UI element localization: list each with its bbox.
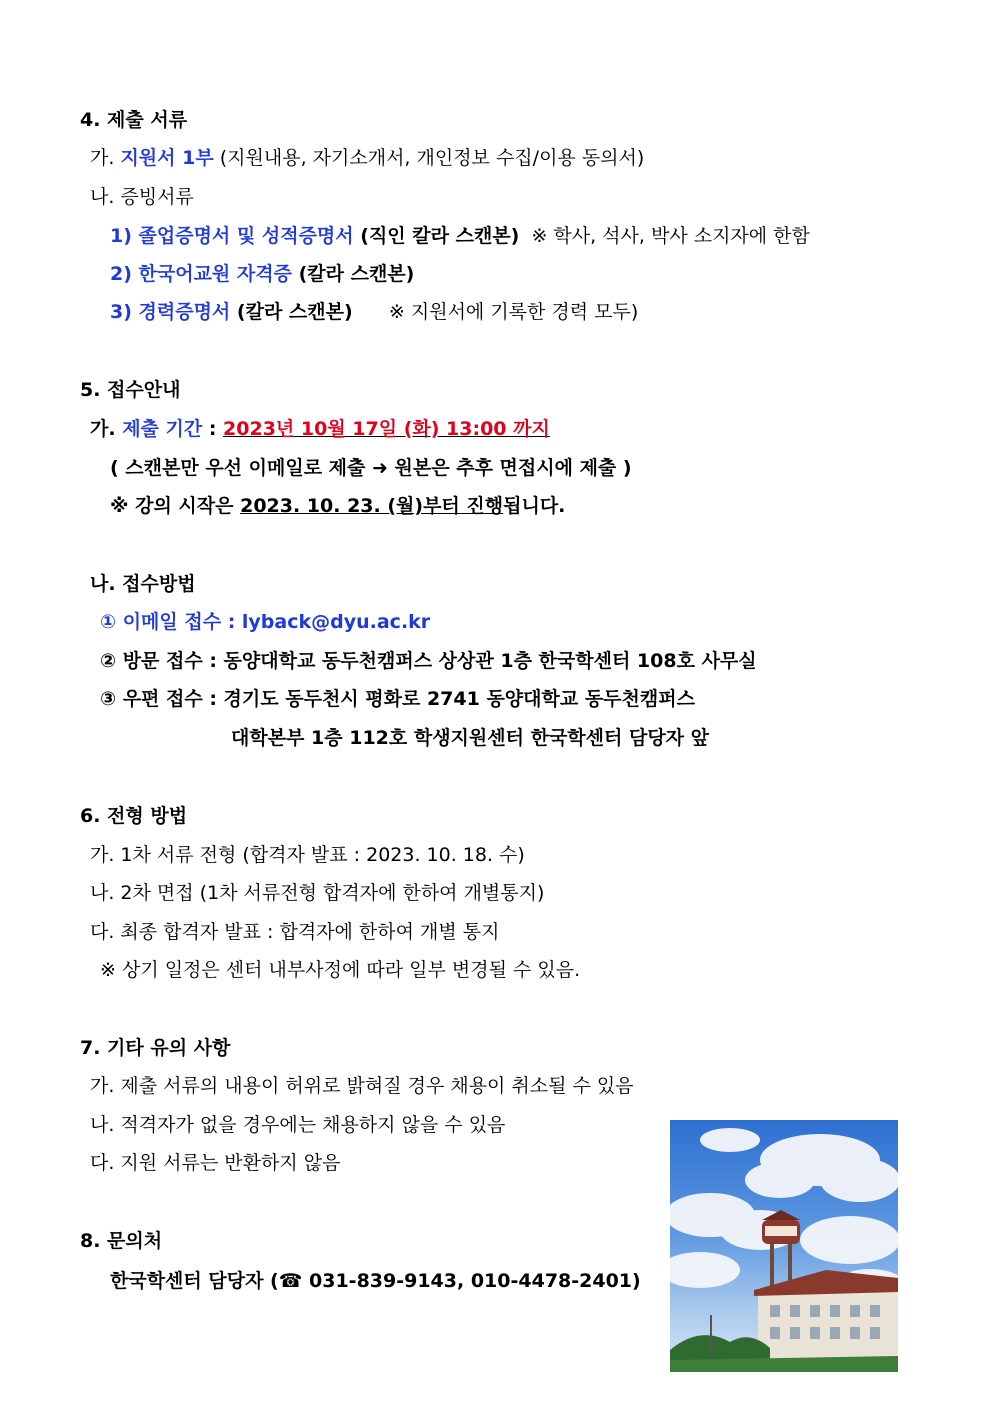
s5-method-mail: ③ 우편 접수 : 경기도 동두천시 평화로 2741 동양대학교 동두천캠퍼스 xyxy=(100,688,695,710)
s5-item-na: 나. 접수방법 xyxy=(90,573,196,595)
s4-doc-1-note: ※ 학사, 석사, 박사 소지자에 한함 xyxy=(519,225,810,247)
s4-item-na: 나. 증빙서류 xyxy=(90,186,194,208)
campus-water-tower-photo xyxy=(670,1120,898,1372)
s4-doc-2-name: 2) 한국어교원 자격증 xyxy=(110,263,292,285)
section-5-heading: 5. 접수안내 xyxy=(80,379,181,401)
s4-doc-3-note: ※ 지원서에 기록한 경력 모두) xyxy=(352,301,639,323)
s5-scan-note: ( 스캔본만 우선 이메일로 제출 ➜ 원본은 추후 면접시에 제출 ) xyxy=(110,457,632,479)
s5-method-visit: ② 방문 접수 : 동양대학교 동두천캠퍼스 상상관 1층 한국학센터 108호 사무실 xyxy=(100,650,757,672)
s4-ga-rest: (지원내용, 자기소개서, 개인정보 수집/이용 동의서) xyxy=(213,147,645,169)
s5-lecture-post: 됩니다. xyxy=(503,495,566,517)
section-7-heading: 7. 기타 유의 사항 xyxy=(80,1037,231,1059)
section-4-heading: 4. 제출 서류 xyxy=(80,109,188,131)
s5-deadline: 2023년 10월 17일 (화) 13:00 까지 xyxy=(223,418,550,440)
s6-item-ga: 가. 1차 서류 전형 (합격자 발표 : 2023. 10. 18. 수) xyxy=(90,844,525,866)
s6-item-da: 다. 최종 합격자 발표 : 합격자에 한하여 개별 통지 xyxy=(90,921,500,943)
s5-method-mail-cont: 대학본부 1층 112호 학생지원센터 한국학센터 담당자 앞 xyxy=(231,727,710,749)
s4-doc-2 xyxy=(110,262,414,286)
s6-item-na: 나. 2차 면접 (1차 서류전형 합격자에 한하여 개별통지) xyxy=(90,882,545,904)
s4-doc-3-name: 3) 경력증명서 xyxy=(110,301,231,323)
s5-ga-colon: : xyxy=(202,418,224,440)
s6-note: ※ 상기 일정은 센터 내부사정에 따라 일부 변경될 수 있음. xyxy=(100,959,581,981)
s5-lecture-start xyxy=(110,494,565,518)
s5-ga-prefix: 가. xyxy=(90,418,123,440)
s7-item-ga: 가. 제출 서류의 내용이 허위로 밝혀질 경우 채용이 취소될 수 있음 xyxy=(90,1075,634,1097)
s4-doc-3 xyxy=(110,300,638,324)
s7-item-na: 나. 적격자가 없을 경우에는 채용하지 않을 수 있음 xyxy=(90,1114,506,1136)
s4-doc-3-format: (칼라 스캔본) xyxy=(230,301,353,323)
s5-item-ga xyxy=(90,417,550,441)
s8-contact: 한국학센터 담당자 (☎ 031-839-9143, 010-4478-2401) xyxy=(110,1270,641,1292)
section-8-heading: 8. 문의처 xyxy=(80,1230,163,1252)
campus-photo-illustration xyxy=(670,1120,898,1372)
s4-doc-1-format: (직인 칼라 스캔본) xyxy=(353,225,520,247)
s4-ga-prefix: 가. xyxy=(90,147,121,169)
section-6-heading: 6. 전형 방법 xyxy=(80,805,188,827)
s4-ga-highlight: 지원서 1부 xyxy=(120,147,214,169)
s4-doc-2-format: (칼라 스캔본) xyxy=(291,263,415,285)
s5-method-email: ① 이메일 접수 : lyback@dyu.ac.kr xyxy=(100,611,431,633)
s5-ga-label: 제출 기간 xyxy=(122,418,203,440)
s4-item-ga xyxy=(90,146,644,170)
s5-lecture-date: 2023. 10. 23. (월)부터 진행 xyxy=(240,495,504,517)
s4-doc-1-name: 1) 졸업증명서 및 성적증명서 xyxy=(110,225,354,247)
s7-item-da: 다. 지원 서류는 반환하지 않음 xyxy=(90,1152,341,1174)
s5-lecture-pre: ※ 강의 시작은 xyxy=(110,495,241,517)
s4-doc-1 xyxy=(110,224,810,248)
